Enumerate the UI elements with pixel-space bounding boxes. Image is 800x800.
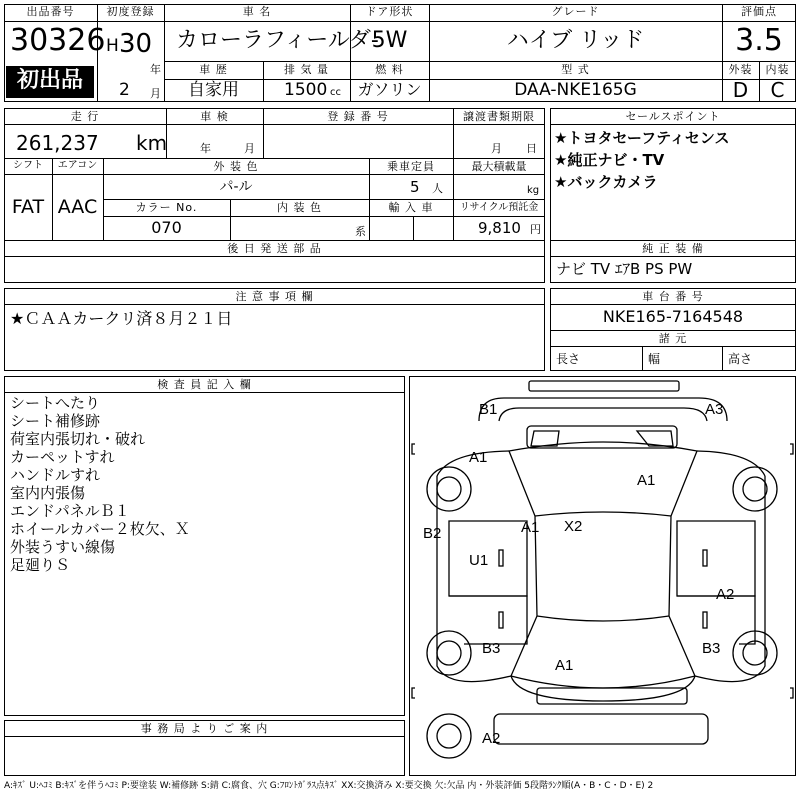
lot-number: 30326: [10, 23, 106, 58]
reg-label: 初度登録: [106, 5, 155, 18]
inspector-line: シートへたり: [10, 394, 101, 412]
notes-text: ★ＣＡＡカークリ済８月２１日: [10, 309, 233, 328]
displacement-label: 排 気 量: [284, 63, 329, 76]
damage-mark: U1: [469, 552, 489, 569]
shift-label: シフト: [13, 160, 43, 171]
shift: FAT: [11, 196, 45, 218]
inspector-line: エンドパネルＢ１: [10, 502, 130, 520]
history-label: 車 歴: [199, 63, 228, 76]
door-label: ドア形状: [365, 5, 414, 18]
ac: AAC: [57, 196, 98, 218]
inspector-title: 検 査 員 記 入 欄: [157, 378, 252, 391]
length-label: 長さ: [556, 352, 581, 366]
int-grade-label: 内装: [765, 63, 790, 76]
damage-mark: X2: [564, 518, 583, 535]
damage-mark: A1: [521, 519, 540, 536]
car-diagram: [409, 376, 796, 776]
recycle-unit: 円: [530, 223, 541, 236]
displacement: 1500: [284, 80, 328, 100]
equipment: ナビ TV ｴｱB PS PW: [556, 260, 693, 278]
capacity-label: 乗車定員: [387, 160, 435, 173]
intcolor-unit: 系: [355, 225, 366, 238]
legend: A:ｷｽﾞ U:ﾍｺﾐ B:ｷｽﾞを伴うﾍｺﾐ P:要塗装 W:補修跡 S:錆 C:腐食、穴 G:ﾌﾛﾝﾄｶﾞﾗｽ点ｷｽﾞ XX:交換済み X:要交換 欠:欠品 内・外装評価 5段階ﾗﾝｸ順(A・B・C・D・E) 2: [4, 781, 654, 791]
history: 自家用: [188, 80, 239, 100]
reg-month-unit: 月: [150, 87, 161, 100]
intcolor-label: 内 装 色: [277, 201, 322, 214]
import-label: 輸 入 車: [388, 201, 434, 214]
docs-day-unit: 日: [526, 142, 537, 155]
ext-grade-label: 外装: [728, 63, 753, 76]
reg-era: H: [106, 36, 119, 56]
inspector-line: カーペットすれ: [10, 448, 115, 466]
damage-mark: B2: [423, 525, 442, 542]
regno-label: 登 録 番 号: [327, 110, 389, 123]
load-unit: kg: [527, 185, 540, 196]
damage-mark: A3: [705, 401, 724, 418]
car-name-label: 車 名: [242, 5, 272, 18]
chassis-number: NKE165-7164548: [602, 307, 744, 326]
score: 3.5: [735, 23, 783, 58]
lot-label: 出品番号: [26, 5, 75, 18]
damage-mark: B1: [479, 401, 498, 418]
first-listing-text: 初出品: [16, 68, 83, 93]
color-label: 外 装 色: [213, 160, 259, 173]
inspection-label: 車 検: [200, 110, 229, 123]
reg-month: 2: [119, 80, 130, 100]
colorno-label: カラー No.: [135, 201, 198, 214]
capacity: 5: [410, 178, 420, 196]
mileage-label: 走 行: [70, 110, 100, 123]
car-name: カローラフィールダ-: [176, 28, 379, 53]
equipment-label: 純 正 装 備: [642, 242, 704, 255]
sales-point: ★トヨタセーフティセンス: [554, 129, 730, 147]
ac-label: エアコン: [57, 160, 98, 171]
sales-point: ★純正ナビ・TV: [554, 151, 665, 169]
load-label: 最大積載量: [471, 160, 527, 173]
docs-label: 譲渡書類期限: [463, 110, 535, 123]
color: パ-ル: [219, 179, 253, 195]
dims-label: 諸 元: [658, 332, 688, 345]
inspector-line: ホイールカバー２枚欠、Ｘ: [10, 520, 190, 538]
mileage-unit: km: [136, 131, 168, 155]
damage-mark: B3: [702, 640, 721, 657]
damage-mark: A2: [482, 730, 501, 747]
notes-title: 注 意 事 項 欄: [235, 290, 314, 303]
damage-mark: A1: [469, 449, 488, 466]
capacity-unit: 人: [432, 182, 443, 195]
int-grade: C: [770, 78, 785, 102]
sales-point: ★バックカメラ: [554, 173, 658, 191]
inspector-line: 外装うすい線傷: [10, 538, 116, 556]
damage-mark: A1: [555, 657, 574, 674]
door-type: 5W: [371, 28, 408, 53]
inspector-line: 足廻りＳ: [10, 556, 71, 574]
inspection-year-unit: 年: [200, 142, 211, 155]
recycle-fee: 9,810: [478, 219, 521, 237]
office-title: 事 務 局 よ り ご 案 内: [140, 722, 269, 735]
reg-year-unit: 年: [150, 63, 161, 76]
chassis-label: 車 台 番 号: [642, 290, 704, 303]
fuel-label: 燃 料: [375, 63, 404, 76]
inspection-month-unit: 月: [244, 142, 255, 155]
mileage: 261,237: [16, 131, 99, 155]
grade-label: グレード: [551, 5, 600, 18]
fuel: ガソリン: [357, 80, 422, 99]
grade: ハイブ リッド: [506, 28, 645, 53]
displacement-unit: cc: [330, 87, 341, 98]
damage-mark: B3: [482, 640, 501, 657]
later-parts-label: 後 日 発 送 部 品: [227, 242, 322, 255]
recycle-label: リサイクル預託金: [459, 202, 539, 213]
reg-year: 30: [119, 29, 153, 59]
score-label: 評価点: [741, 5, 777, 18]
inspector-line: 荷室内張切れ・破れ: [10, 430, 146, 448]
width-label: 幅: [648, 352, 661, 366]
height-label: 高さ: [728, 352, 753, 366]
inspector-line: ハンドルすれ: [10, 466, 101, 484]
inspector-line: 室内内張傷: [10, 484, 86, 502]
docs-month-unit: 月: [491, 142, 502, 155]
damage-mark: A2: [716, 586, 735, 603]
ext-grade: D: [732, 78, 749, 102]
damage-mark: A1: [637, 472, 656, 489]
sales-points-title: セールスポイント: [625, 110, 721, 123]
model: DAA-NKE165G: [514, 80, 637, 100]
inspector-line: シート補修跡: [10, 412, 101, 430]
colorno: 070: [151, 218, 182, 237]
model-label: 型 式: [561, 63, 590, 76]
